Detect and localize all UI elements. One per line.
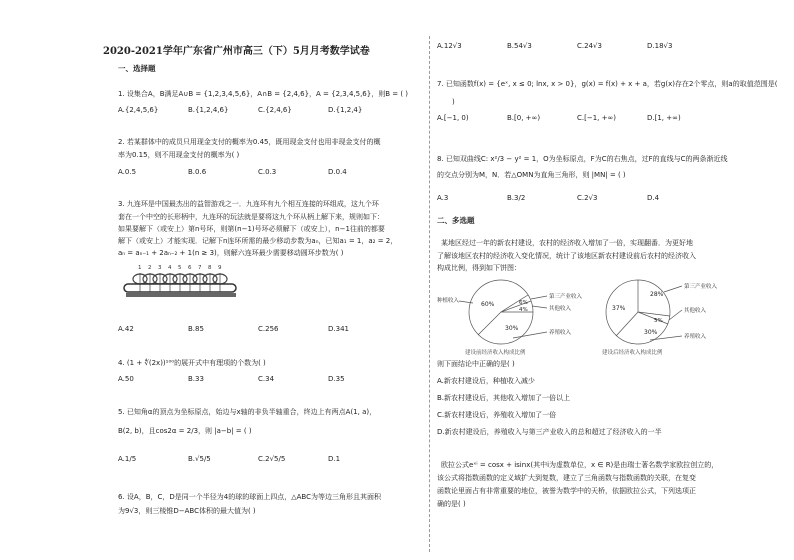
ring-number-2: 2 [148, 265, 152, 271]
q7-option-b: B.[0, +∞) [507, 114, 541, 122]
pie-after-label-other: 其他收入 [684, 308, 707, 314]
q3-option-d: D.341 [328, 325, 349, 333]
q4-option-d: D.35 [328, 375, 345, 383]
q10-line-1: 欧拉公式eˣⁱ = cosx + isinx(其中i为虚数单位，x ∈ R)是由瑞士著名数学家欧拉创立的， [441, 461, 719, 469]
section-choice-heading: 一、选择题 [118, 64, 156, 73]
pie-before-leader-4 [513, 332, 547, 338]
q2-line-1: 2. 若某群体中的成员只用现金支付的概率为0.45，既用现金支付也用非现金支付的概 [118, 138, 381, 146]
pie-after-value-planting: 37% [612, 305, 626, 312]
pie-before-label-breeding: 养殖收入 [549, 330, 572, 336]
pie-after-label-breeding: 养殖收入 [684, 334, 707, 340]
q6-line-2: 为9√3，则三棱锥D−ABC体积的最大值为( ) [118, 507, 256, 515]
pie-before-leader-2 [531, 296, 547, 299]
q3-line-2: 套在一个中空的长形柄中，九连环的玩法就是要将这九个环从柄上解下来，规则如下： [118, 213, 384, 221]
pie-after-leader-1 [664, 286, 682, 292]
q9-option-a: A.新农村建设后，种植收入减少 [437, 377, 535, 385]
pie-chart-before [435, 272, 595, 360]
column-divider [429, 36, 430, 552]
q5-line-2: B(2, b)，且cos2α = 2/3，则 |a−b| = ( ) [118, 427, 252, 435]
q8-option-c: C.2√3 [577, 194, 598, 202]
q5-option-a: A.1/5 [118, 455, 137, 463]
q6-line-1: 6. 设A，B，C，D是同一个半径为4的球的球面上四点，△ABC为等边三角形且其面积 [118, 493, 381, 501]
q8-option-d: D.4 [647, 194, 660, 202]
q1-option-b: B.{1,2,4,6} [188, 106, 229, 114]
q9-line-3: 构成比例，得到如下饼图： [437, 264, 521, 272]
ring-numbers [138, 265, 222, 271]
q8-line-2: 的交点分别为M，N．若△OMN为直角三角形，则 |MN| = ( ) [437, 171, 626, 179]
pie-after-leader-2 [669, 310, 682, 320]
ring-number-4: 4 [168, 265, 172, 271]
q2-option-b: B.0.6 [188, 168, 207, 176]
q9-option-c: C.新农村建设后，养殖收入增加了一倍 [437, 411, 557, 419]
q8-option-b: B.3/2 [507, 194, 526, 202]
pie-after-value-other: 5% [654, 318, 663, 324]
q3-line-4: 解下（或安上）才能实现．记解下n连环所需的最少移动步数为aₙ，已知a₁ = 1，a₂ = 2， [118, 237, 398, 245]
q5-option-c: C.2√5/5 [258, 455, 286, 463]
q7-close: ) [452, 98, 455, 106]
q3-option-c: C.256 [258, 325, 279, 333]
q1-text: 1. 设集合A，B满足A∪B = {1,2,3,4,5,6}，A∩B = {2,4,6}，A = {2,3,4,5,6}，则B = ( ) [118, 90, 409, 98]
pie-before-value-breeding: 30% [505, 325, 519, 332]
q2-option-d: D.0.4 [328, 168, 347, 176]
q4-option-a: A.50 [118, 375, 134, 383]
section-multi-heading: 二、多选题 [437, 216, 475, 225]
pie-after-caption: 建设后经济收入构成比例 [602, 350, 663, 356]
q10-line-3: 函数论里面占有非常重要的地位，被誉为数学中的天桥，依据欧拉公式，下列选项正 [437, 487, 696, 495]
ring-number-6: 6 [188, 265, 192, 271]
ring-number-8: 8 [208, 265, 212, 271]
ring-rods [140, 273, 220, 292]
pie-before-label-planting: 种植收入 [437, 298, 460, 304]
q6-option-a: A.12√3 [437, 42, 462, 50]
q9-option-b: B.新农村建设后，其他收入增加了一倍以上 [437, 394, 571, 402]
ring-base-bar [126, 293, 236, 297]
ring-number-1: 1 [138, 265, 142, 271]
q9-line-2: 了解该地区农村的经济收入变化情况，统计了该地区新农村建设前后农村的经济收入 [437, 252, 696, 260]
q9-question: 则下面结论中正确的是( ) [437, 360, 515, 368]
pie-before-value-other: 4% [519, 307, 528, 313]
q2-line-2: 率为0.15，则不用现金支付的概率为( ) [118, 151, 240, 159]
pie-before-value-tertiary: 6% [519, 300, 528, 306]
page-title: 2020-2021学年广东省广州市高三（下）5月月考数学试卷 [103, 46, 370, 57]
q3-line-3: 如果要解下（或安上）第n号环，则第(n−1)号环必须解下（或安上），n−1往前的都要 [118, 225, 385, 233]
ring-number-3: 3 [158, 265, 162, 271]
ring-number-7: 7 [198, 265, 202, 271]
q4-option-c: C.34 [258, 375, 275, 383]
q3-option-a: A.42 [118, 325, 134, 333]
q4-text: 4. (1 + ∜(2x))¹⁰⁰的展开式中有理项的个数为( ) [118, 359, 266, 367]
q5-option-b: B.√5/5 [188, 455, 211, 463]
ring-number-5: 5 [178, 265, 182, 271]
q9-option-d: D.新农村建设后，养殖收入与第三产业收入的总和超过了经济收入的一半 [437, 428, 662, 436]
pie-chart-after [598, 272, 758, 360]
q10-line-4: 确的是( ) [437, 500, 466, 508]
q10-line-2: 该公式将指数函数的定义域扩大到复数，建立了三角函数与指数函数的关联，在复变 [437, 474, 696, 482]
q6-option-d: D.18√3 [647, 42, 673, 50]
q1-option-d: D.{1,2,4} [328, 106, 363, 114]
q3-option-b: B.85 [188, 325, 204, 333]
q7-option-d: D.[1, +∞) [647, 114, 681, 122]
q9-line-1: 某地区经过一年的新农村建设，农村的经济收入增加了一倍，实现翻番．为更好地 [441, 239, 693, 247]
pie-before-label-tertiary: 第三产业收入 [549, 294, 583, 300]
pie-before-caption: 建设前经济收入构成比例 [465, 350, 526, 356]
q5-line-1: 5. 已知角α的顶点为坐标原点，始边与x轴的非负半轴重合，终边上有两点A(1, a)， [118, 408, 377, 416]
q4-option-b: B.33 [188, 375, 204, 383]
q3-line-1: 3. 九连环是中国最杰出的益智游戏之一．九连环有九个相互连接的环组成，这九个环 [118, 200, 379, 208]
q3-line-5: aₙ = aₙ₋₁ + 2aₙ₋₂ + 1(n ≥ 3)，则解六连环最少需要移动圆环步数为( ) [118, 249, 344, 257]
q2-option-c: C.0.3 [258, 168, 277, 176]
pie-after-value-breeding: 30% [644, 329, 658, 336]
pie-after-value-tertiary: 28% [650, 291, 664, 298]
q8-option-a: A.3 [437, 194, 449, 202]
q1-option-c: C.{2,4,6} [258, 106, 292, 114]
q6-option-b: B.54√3 [507, 42, 532, 50]
ring-number-9: 9 [218, 265, 222, 271]
q7-option-c: C.[−1, +∞) [577, 114, 617, 122]
pie-before-divider-4 [478, 312, 501, 335]
nine-ring-illustration [118, 262, 248, 304]
q7-text: 7. 已知函数f(x) = {eˣ, x ≤ 0; lnx, x > 0}，g(x) = f(x) + x + a，若g(x)存在2个零点，则a的取值范围是( [437, 80, 778, 88]
q8-line-1: 8. 已知双曲线C: x²/3 − y² = 1，O为坐标原点，F为C的右焦点，过F的直线与C的两条渐近线 [437, 155, 728, 163]
pie-before-leader-3 [532, 306, 547, 308]
pie-before-label-other: 其他收入 [549, 306, 572, 312]
q7-option-a: A.[−1, 0) [437, 114, 469, 122]
q1-option-a: A.{2,4,5,6} [118, 106, 159, 114]
q6-option-c: C.24√3 [577, 42, 602, 50]
pie-after-divider-4 [616, 312, 638, 336]
q2-option-a: A.0.5 [118, 168, 137, 176]
q5-option-d: D.1 [328, 455, 341, 463]
pie-after-leader-3 [650, 336, 682, 340]
pie-after-label-tertiary: 第三产业收入 [684, 284, 718, 290]
pie-before-value-planting: 60% [481, 301, 495, 308]
